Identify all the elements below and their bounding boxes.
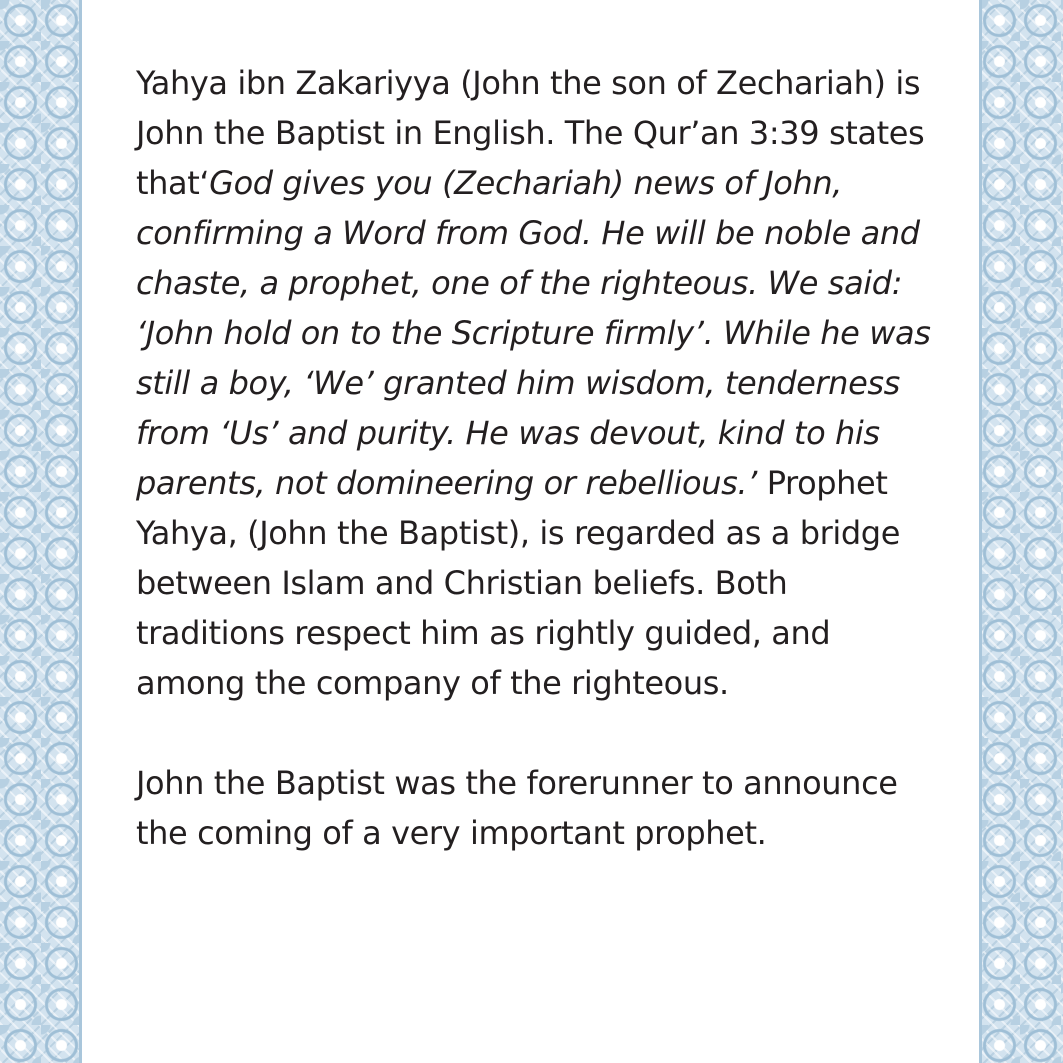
ornamental-border-right bbox=[979, 0, 1063, 1063]
paragraph-intro bbox=[136, 58, 936, 708]
text-content bbox=[136, 58, 936, 858]
paragraph-rest: Prophet Yahya, (John the Baptist), is regarded as a bridge between Islam and Christian beliefs. Both traditions respect him as rightly guided, and among the company of the righteous. bbox=[136, 464, 900, 702]
paragraph-conclusion: John the Baptist was the forerunner to announce the coming of a very important prophet. bbox=[136, 764, 898, 852]
paragraph-spacer bbox=[136, 708, 936, 758]
ornamental-border-left bbox=[0, 0, 82, 1063]
intro-text: Yahya ibn Zakariyya (John the son of Zechariah) is John the Baptist in English. The Qur’an 3:39 states that‘ bbox=[136, 64, 925, 202]
quran-quote: God gives you (Zechariah) news of John, confirming a Word from God. He will be noble and chaste, a prophet, one of the righteous. We said: ‘John hold on to the Scripture firmly’. While he was still a boy, ‘We’ granted him wisdom, tenderness from ‘Us’ and purity. He was devout, kind to his parents, not domineering or rebellious.’ bbox=[136, 164, 931, 502]
